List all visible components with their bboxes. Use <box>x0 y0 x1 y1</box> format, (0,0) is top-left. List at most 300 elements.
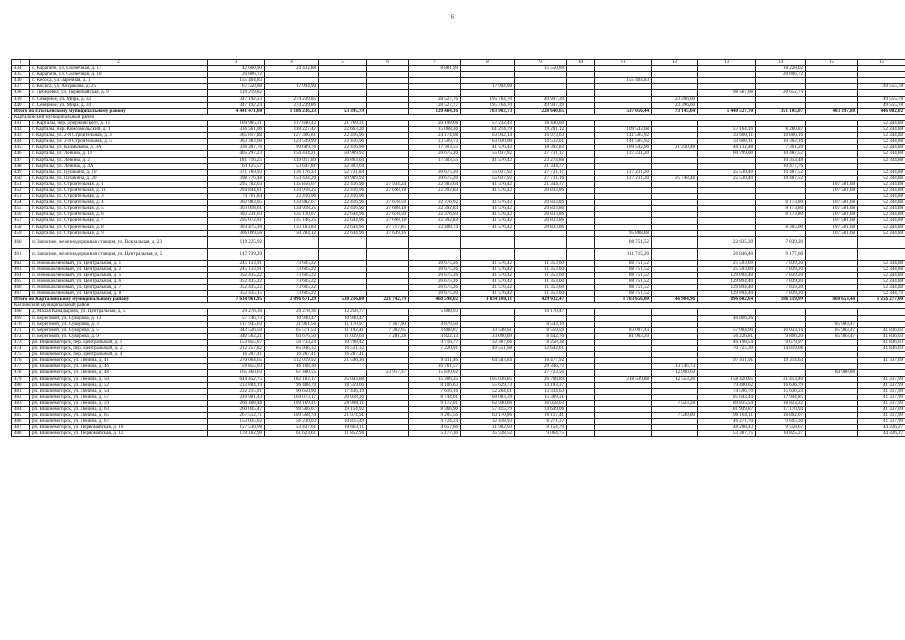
row-number-cell: 472 <box>12 333 30 339</box>
total-value-cell: 538 216,80 <box>319 297 367 303</box>
value-cell: 27 934,24 <box>367 181 409 187</box>
value-cell: 52 344,88 <box>858 175 905 181</box>
value-cell: 7 839,20 <box>756 291 806 297</box>
address-cell: г. Карталы, ул. 2-й Строительная, д. 5 <box>30 139 208 145</box>
row-number-cell: 436 <box>12 78 30 84</box>
value-cell: 105 036,05 <box>461 376 515 382</box>
value-cell: 26 846,40 <box>698 248 756 260</box>
value-cell: 46 132,48 <box>698 145 756 151</box>
address-cell: д. Малая Канадырово, ул. Центральная, д. 5 <box>30 309 208 315</box>
value-cell: 157 530,98 <box>208 425 265 431</box>
value-cell: 56 226,81 <box>698 333 756 339</box>
section-title: Карталинский муниципальный район <box>12 114 905 120</box>
value-cell: 90 164,11 <box>698 413 756 419</box>
value-cell: 88 751,52 <box>595 291 652 297</box>
value-cell: 22 376,93 <box>409 212 461 218</box>
value-cell: 7 549,80 <box>652 413 698 419</box>
address-cell: г. Карталы, ул. Пушкина, д. 20 <box>30 175 208 181</box>
value-cell: 88 751,52 <box>595 236 652 248</box>
value-cell: 363 383,06 <box>208 139 265 145</box>
value-cell: 8 365,00 <box>756 224 806 230</box>
row-number-cell: 434 <box>12 66 30 72</box>
value-cell: 20 675,20 <box>409 175 461 181</box>
value-cell: 7 367,90 <box>367 321 409 327</box>
address-cell: рп. Вишневогорск, ул. Ленина, д. 65 <box>30 413 208 419</box>
column-number-cell: 15 <box>858 60 905 66</box>
value-cell: 20 675,26 <box>409 260 461 266</box>
value-cell: 107 581,68 <box>806 218 858 224</box>
value-cell: 195 764,70 <box>461 102 515 108</box>
value-cell: 44 326,27 <box>858 425 905 431</box>
value-cell: 74 761,84 <box>208 194 265 200</box>
value-cell: 41 337,99 <box>858 413 905 419</box>
value-cell: 10 477,76 <box>756 163 806 169</box>
value-cell: 104 073,17 <box>265 394 319 400</box>
address-cell: с. Лебедевка, ул. Первомайская, д. 9 <box>30 90 208 96</box>
value-cell: 153 035,02 <box>208 419 265 425</box>
value-cell: 16 531,32 <box>319 346 367 352</box>
value-cell <box>567 248 595 260</box>
value-cell: 11 170,97 <box>319 321 367 327</box>
value-cell: 245 133,91 <box>208 266 265 272</box>
value-cell: 107 581,68 <box>806 206 858 212</box>
value-cell: 85 983,47 <box>806 327 858 333</box>
value-cell: 50 284,12 <box>265 230 319 236</box>
value-cell: 340 562,21 <box>208 333 265 339</box>
value-cell: 25 530,40 <box>698 169 756 175</box>
value-cell: 33 600,11 <box>698 133 756 139</box>
total-value-cell: 1 186 236,23 <box>265 108 319 114</box>
value-cell: 8 559,59 <box>515 327 567 333</box>
value-cell: 52 344,88 <box>858 260 905 266</box>
address-cell: с. Карагабн, ул. Солнечная, д. 18 <box>30 72 208 78</box>
value-cell: 20 806,72 <box>756 72 806 78</box>
value-cell: 49 947,39 <box>515 102 567 108</box>
row-number-cell: 462 <box>12 260 30 266</box>
value-cell: 21 344,77 <box>515 163 567 169</box>
total-value-cell: 2 896 671,29 <box>265 297 319 303</box>
value-cell: 26 798,89 <box>515 376 567 382</box>
value-cell: 36 863,04 <box>319 157 367 163</box>
value-cell: 7 382,05 <box>367 327 409 333</box>
value-cell: 270 064,65 <box>208 358 265 364</box>
value-cell: 20 833,86 <box>515 218 567 224</box>
value-cell: 41 337,09 <box>858 358 905 364</box>
value-cell: 10 815,49 <box>319 419 367 425</box>
address-cell: г. Карталы, ул. Строительная, д. 8 <box>30 224 208 230</box>
value-cell: 15 839,62 <box>409 370 461 376</box>
value-cell: 11 353,60 <box>515 266 567 272</box>
row-number-cell: 466 <box>12 285 30 291</box>
value-cell: 4 716,77 <box>409 339 461 345</box>
value-cell: 245 133,91 <box>208 260 265 266</box>
value-cell <box>806 431 858 437</box>
value-cell: 17 994,90 <box>265 84 319 90</box>
value-cell: 7 839,20 <box>756 279 806 285</box>
value-cell: 17 436,19 <box>319 388 367 394</box>
address-cell: г. Карталы, ул. Строительная, д. 6 <box>30 212 208 218</box>
value-cell: 53 387,75 <box>698 431 756 437</box>
row-number-cell: 442 <box>12 127 30 133</box>
value-cell: 20 675,20 <box>409 291 461 297</box>
value-cell: 170 162,90 <box>208 431 265 437</box>
row-number-cell: 439 <box>12 96 30 102</box>
total-value-cell: 403 397,88 <box>806 108 858 114</box>
value-cell: 295 782,63 <box>208 181 265 187</box>
row-number-cell: 482 <box>12 394 30 400</box>
value-cell <box>652 248 698 260</box>
row-number-cell: 474 <box>12 346 30 352</box>
value-cell: 141 505,92 <box>595 139 652 145</box>
value-cell: 99 586,67 <box>265 406 319 412</box>
value-cell <box>515 236 567 248</box>
value-cell: 118 227,47 <box>265 127 319 133</box>
total-value-cell: 460 598,02 <box>409 297 461 303</box>
row-number-cell: 471 <box>12 327 30 333</box>
row-number-cell: 463 <box>12 266 30 272</box>
value-cell: 88 751,52 <box>595 272 652 278</box>
value-cell: 127 231,20 <box>595 151 652 157</box>
value-cell: 44 326,27 <box>858 431 905 437</box>
value-cell: 55 037,92 <box>461 169 515 175</box>
value-cell: 50 989,92 <box>319 151 367 157</box>
address-cell: г. Карталы, ул. Пушкина, д. 10 <box>30 169 208 175</box>
value-cell: 9 558,67 <box>756 425 806 431</box>
value-cell: 41 576,42 <box>461 200 515 206</box>
value-cell: 7 839,20 <box>756 260 806 266</box>
row-number-cell: 458 <box>12 224 30 230</box>
value-cell: 22 416,96 <box>319 133 367 139</box>
value-cell: 42 660,90 <box>208 66 265 72</box>
capital-repair-register-table <box>11 59 905 437</box>
address-cell: рп. Вишневогорск, ул. Ленина, д. 54 <box>30 388 208 394</box>
value-cell: 21 344,77 <box>515 181 567 187</box>
value-cell: 63 942,14 <box>461 133 515 139</box>
address-cell: п. Новокаолиновый, ул. Центральная, д. 5 <box>30 272 208 278</box>
row-number-cell: 437 <box>12 84 30 90</box>
column-number-cell: 7 <box>409 60 461 66</box>
value-cell: 88 751,52 <box>595 279 652 285</box>
value-cell: 49 555,78 <box>858 84 905 90</box>
address-cell: г. Карталы, ул. Строительная, д. 4 <box>30 200 208 206</box>
value-cell: 4 724,24 <box>409 419 461 425</box>
value-cell: 67 480,55 <box>265 370 319 376</box>
value-cell: 7 616,16 <box>409 388 461 394</box>
value-cell: 56 230,03 <box>265 419 319 425</box>
value-cell: 11 353,60 <box>515 279 567 285</box>
value-cell: 85 983,47 <box>806 333 858 339</box>
value-cell: 41 576,42 <box>461 279 515 285</box>
address-cell: п. Новокаолиновый, ул. Центральная, д. 1 <box>30 260 208 266</box>
address-cell: рп. Вишневогорск, пер. Центральный, д. 1 <box>30 339 208 345</box>
value-cell: 22 644,96 <box>319 218 367 224</box>
value-cell: 55 037,92 <box>461 175 515 181</box>
value-cell: 22 644,96 <box>319 230 367 236</box>
value-cell: 8 173,80 <box>756 200 806 206</box>
address-cell: п. Запасное, железнодорожная станция, ул. Вокзальная, д. 23 <box>30 236 208 248</box>
address-cell: рп. Вишневогорск, ул. Ленина, д. 52 <box>30 382 208 388</box>
value-cell: 20 652,74 <box>756 90 806 96</box>
address-cell: п. Береговой, ул. Суворова, д. 3 <box>30 321 208 327</box>
address-cell: рп. Вишневогорск, ул. Ленина, д. 46 <box>30 364 208 370</box>
value-cell: 19 314,63 <box>756 358 806 364</box>
value-cell: 50 989,92 <box>319 175 367 181</box>
value-cell: 22 376,92 <box>409 200 461 206</box>
address-cell: с. Северное, ул. Мира, д. 32 <box>30 96 208 102</box>
value-cell <box>806 236 858 248</box>
row-number-cell: 449 <box>12 169 30 175</box>
value-cell: 73 605,22 <box>265 260 319 266</box>
value-cell: 61 623,61 <box>265 431 319 437</box>
value-cell: 96 488,79 <box>265 382 319 388</box>
value-cell: 16 287,41 <box>208 352 265 358</box>
row-number-cell: 451 <box>12 181 30 187</box>
value-cell: 31 413,40 <box>756 376 806 382</box>
value-cell: 20 806,72 <box>208 72 265 78</box>
value-cell: 20 833,86 <box>515 212 567 218</box>
value-cell: 17 303,55 <box>409 145 461 151</box>
value-cell: 21 230,48 <box>652 145 698 151</box>
value-cell: 4 879,50 <box>409 321 461 327</box>
address-cell: с. Кесоса, ул. Заречная, д. 1 <box>30 78 208 84</box>
value-cell: 12 258,77 <box>319 309 367 315</box>
total-value-cell: 351 105,07 <box>756 108 806 114</box>
value-cell: 10 487,52 <box>756 151 806 157</box>
value-cell: 21 074,91 <box>319 413 367 419</box>
value-cell: 8 271,37 <box>515 419 567 425</box>
value-cell: 371 769,93 <box>208 169 265 175</box>
value-cell: 23 917,37 <box>367 370 409 376</box>
row-number-cell: 457 <box>12 218 30 224</box>
row-number-cell: 453 <box>12 194 30 200</box>
total-value-cell: 860 653,44 <box>806 297 858 303</box>
value-cell: 20 833,86 <box>515 206 567 212</box>
address-cell: п. Новокаолиновый, ул. Центральная, д. 2 <box>30 266 208 272</box>
column-number-cell: 5 <box>319 60 367 66</box>
value-cell: 52 344,88 <box>858 151 905 157</box>
value-cell: 117 945,03 <box>208 321 265 327</box>
row-number-cell: 479 <box>12 376 30 382</box>
value-cell: 79 400,62 <box>698 382 756 388</box>
value-cell: 41 337,99 <box>858 394 905 400</box>
address-cell: с. Северное, ул. Мира, д. 34 <box>30 102 208 108</box>
value-cell: 22 663,20 <box>319 127 367 133</box>
value-cell: 35 043,88 <box>319 376 367 382</box>
value-cell: 22 416,96 <box>319 145 367 151</box>
value-cell: 303 018,61 <box>208 206 265 212</box>
value-cell: 52 344,88 <box>858 200 905 206</box>
value-cell: 52 344,88 <box>858 127 905 133</box>
value-cell: 27 698,18 <box>367 218 409 224</box>
value-cell: 52 344,88 <box>858 218 905 224</box>
value-cell: 129 894,40 <box>698 272 756 278</box>
address-cell: рп. Вишневогорск, пер. Центральный, д. 4 <box>30 352 208 358</box>
address-cell: г. Карталы, ул. Строительная, д. 9 <box>30 230 208 236</box>
value-cell: 22 383,64 <box>409 181 461 187</box>
value-cell: 52 264,01 <box>461 388 515 394</box>
value-cell: 352 435,22 <box>208 272 265 278</box>
value-cell: 133 183,83 <box>265 224 319 230</box>
value-cell: 41 836,03 <box>858 339 905 345</box>
row-number-cell: 464 <box>12 272 30 278</box>
row-number-cell: 487 <box>12 425 30 431</box>
column-number-cell: 1 <box>12 60 30 66</box>
value-cell: 10 860,16 <box>756 133 806 139</box>
value-cell: 7 220,91 <box>409 346 461 352</box>
value-cell: 73 605,22 <box>265 279 319 285</box>
value-cell: 85 643,44 <box>698 394 756 400</box>
value-cell: 10 353,48 <box>756 157 806 163</box>
value-cell: 7 839,20 <box>756 272 806 278</box>
address-cell: рп. Вишневогорск, ул. Ленина, д. 48 <box>30 370 208 376</box>
value-cell: 73 605,22 <box>265 272 319 278</box>
row-number-cell: 473 <box>12 339 30 345</box>
value-cell: 109 543,68 <box>595 127 652 133</box>
value-cell: 12 553,26 <box>652 376 698 382</box>
value-cell: 117 640,43 <box>265 120 319 126</box>
value-cell: 169 985,31 <box>208 120 265 126</box>
row-number-cell: 456 <box>12 212 30 218</box>
address-cell: п. Новокаолиновый, ул. Центральная, д. 8 <box>30 291 208 297</box>
value-cell: 20 675,26 <box>409 272 461 278</box>
address-cell: рп. Вишневогорск, ул. Первомайская, д. 10 <box>30 425 208 431</box>
value-cell: 182 183,17 <box>265 376 319 382</box>
value-cell: 153 855,67 <box>208 339 265 345</box>
value-cell: 41 337,99 <box>858 376 905 382</box>
value-cell: 55 629,73 <box>461 382 515 388</box>
value-cell: 27 678,50 <box>367 200 409 206</box>
value-cell: 29 278,36 <box>265 309 319 315</box>
address-cell: п. Новокаолиновый, ул. Центральная, д. 6 <box>30 279 208 285</box>
value-cell: 64 125,57 <box>208 163 265 169</box>
value-cell: 9 172,01 <box>409 400 461 406</box>
value-cell: 18 559,06 <box>319 382 367 388</box>
value-cell: 41 337,99 <box>858 388 905 394</box>
address-cell: с. Карталы, пер. Дзержинского, д. 11 <box>30 120 208 126</box>
value-cell: 41 576,42 <box>461 291 515 297</box>
value-cell: 134 918,25 <box>265 187 319 193</box>
value-cell: 28 527,76 <box>409 96 461 102</box>
value-cell: 8 280,87 <box>756 127 806 133</box>
row-number-cell: 454 <box>12 200 30 206</box>
value-cell: 352 435,22 <box>208 279 265 285</box>
value-cell: 25 593,09 <box>698 266 756 272</box>
total-value-cell: 429 932,47 <box>515 297 567 303</box>
value-cell: 7 839,20 <box>756 266 806 272</box>
row-number-cell: 448 <box>12 163 30 169</box>
total-value-cell: 186 119,99 <box>756 297 806 303</box>
row-number-cell: 484 <box>12 406 30 412</box>
value-cell: 23 396,60 <box>652 102 698 108</box>
value-cell: 8 173,80 <box>756 212 806 218</box>
value-cell: 55 037,92 <box>461 151 515 157</box>
value-cell: 64 676,50 <box>265 333 319 339</box>
address-cell: п. Новокаолиновый, ул. Центральная, д. 7 <box>30 285 208 291</box>
value-cell: 53 647,81 <box>265 163 319 169</box>
value-cell: 336 307,76 <box>208 145 265 151</box>
value-cell: 107 581,68 <box>806 200 858 206</box>
total-value-cell: 221 742,79 <box>367 297 409 303</box>
row-number-cell: 468 <box>12 309 30 315</box>
value-cell: 27 731,17 <box>515 151 567 157</box>
value-cell: 88 751,52 <box>595 266 652 272</box>
value-cell <box>319 248 367 260</box>
value-cell: 84 988,86 <box>806 370 858 376</box>
value-cell: 27 678,50 <box>367 212 409 218</box>
value-cell: 81 963,20 <box>595 333 652 339</box>
value-cell: 41 337,09 <box>858 406 905 412</box>
value-cell: 127 231,20 <box>595 175 652 181</box>
value-cell: 90 650,90 <box>265 388 319 394</box>
value-cell: 14 819,08 <box>756 346 806 352</box>
value-cell: 233 804,19 <box>208 382 265 388</box>
value-cell: 16 477,92 <box>515 358 567 364</box>
value-cell <box>652 431 698 437</box>
column-number-cell: 10 <box>567 60 595 66</box>
value-cell: 266 408,48 <box>208 400 265 406</box>
value-cell: 52 731,84 <box>319 169 367 175</box>
value-cell: 41 576,42 <box>461 157 515 163</box>
value-cell: 12 642,61 <box>515 346 567 352</box>
value-cell: 52 344,88 <box>858 279 905 285</box>
value-cell: 97 411,91 <box>698 358 756 364</box>
row-number-cell: 486 <box>12 419 30 425</box>
value-cell: 195 764,70 <box>461 96 515 102</box>
value-cell: 52 344,79 <box>858 291 905 297</box>
total-value-cell: 7 634 961,95 <box>208 297 265 303</box>
value-cell: 7 361,20 <box>756 145 806 151</box>
value-cell: 24 432,88 <box>265 66 319 72</box>
value-cell <box>567 236 595 248</box>
address-cell: рп. Вишневогорск, ул. Ленина, д. 41 <box>30 358 208 364</box>
value-cell: 16 287,41 <box>265 352 319 358</box>
total-value-cell: 228 640,65 <box>515 108 567 114</box>
value-cell: 52 344,88 <box>858 266 905 272</box>
value-cell: 53 437,61 <box>265 425 319 431</box>
value-cell: 11 039,64 <box>319 333 367 339</box>
value-cell: 155 404,83 <box>595 78 652 84</box>
value-cell: 129 894,40 <box>698 279 756 285</box>
value-cell: 212 257,82 <box>208 346 265 352</box>
value-cell: 85 946,32 <box>265 346 319 352</box>
value-cell: 33 090,69 <box>461 333 515 339</box>
value-cell: 134 918,25 <box>265 206 319 212</box>
value-cell: 60 799,00 <box>698 151 756 157</box>
value-cell: 22 416,96 <box>319 187 367 193</box>
value-cell: 25 748,48 <box>652 175 698 181</box>
value-cell: 15 550,89 <box>515 66 567 72</box>
row-number-cell: 465 <box>12 279 30 285</box>
value-cell: 89 835,54 <box>698 400 756 406</box>
value-cell: 10 362,16 <box>756 139 806 145</box>
value-cell: 52 344,88 <box>858 212 905 218</box>
value-cell: 14 532,61 <box>515 139 567 145</box>
value-cell: 46 806,26 <box>698 315 756 321</box>
value-cell: 41 576,42 <box>461 285 515 291</box>
value-cell: 20 675,26 <box>409 285 461 291</box>
value-cell: 109 568,74 <box>265 413 319 419</box>
value-cell <box>595 431 652 437</box>
value-cell: 29 346,73 <box>515 364 567 370</box>
value-cell <box>858 236 905 248</box>
value-cell: 274 239,86 <box>265 102 319 108</box>
value-cell: 154 434,21 <box>265 151 319 157</box>
address-cell: рп. Вишневогорск, ул. Первомайская, д. 12 <box>30 431 208 437</box>
row-number-cell: 444 <box>12 139 30 145</box>
value-cell: 49 555,78 <box>858 102 905 108</box>
value-cell: 260 045,47 <box>208 406 265 412</box>
address-cell: г. Карталы, пер. Комсомольский, д. 1 <box>30 127 208 133</box>
